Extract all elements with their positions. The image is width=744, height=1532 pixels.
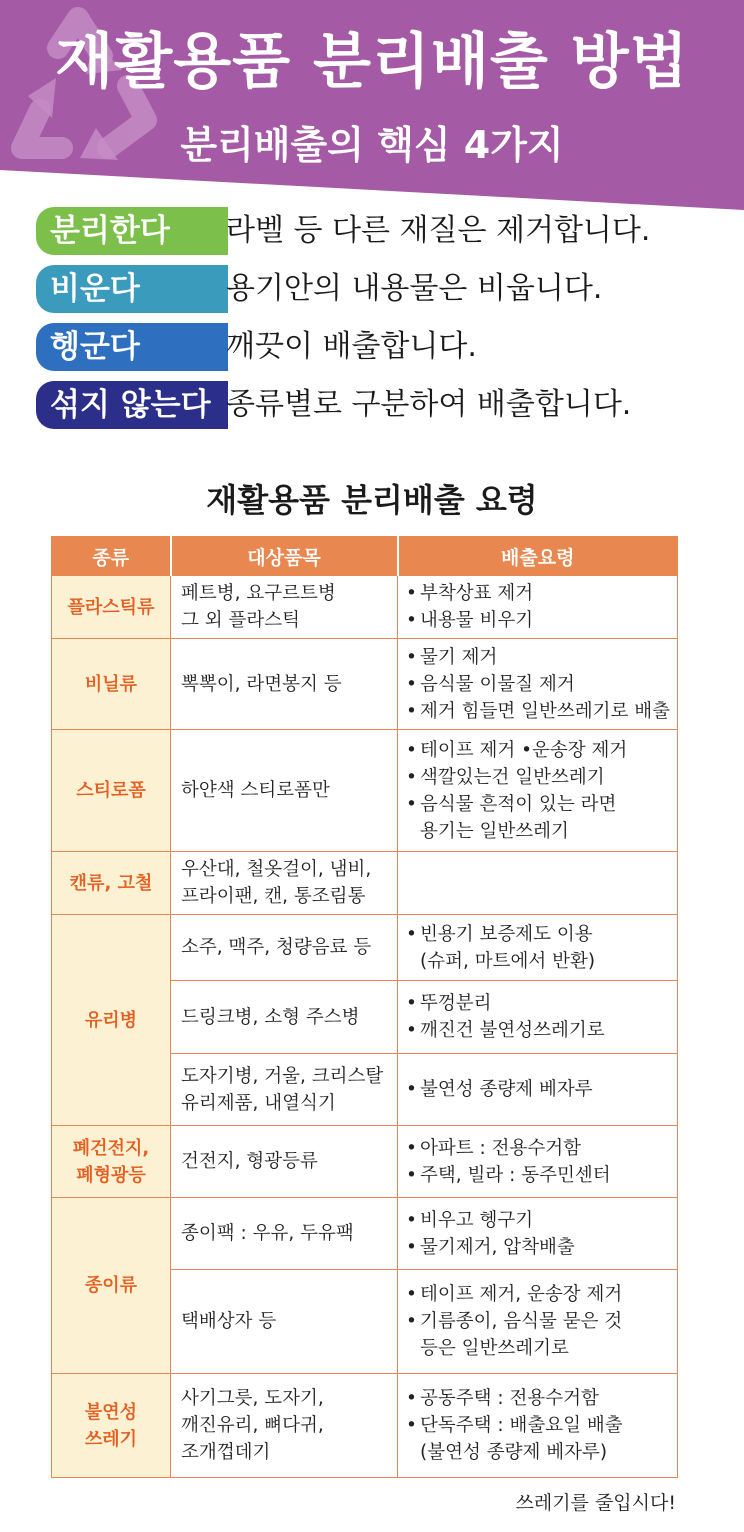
items-cell: 건전지, 형광등류 — [171, 1126, 398, 1198]
point-tag: 섞지 않는다 — [36, 381, 228, 429]
category-cell: 비닐류 — [52, 639, 171, 730]
page-subtitle: 분리배출의 핵심 4가지 — [180, 123, 564, 167]
items-cell: 페트병, 요구르트병 그 외 플라스틱 — [171, 576, 398, 639]
method-cell: • 공동주택 : 전용수거함 • 단독주택 : 배출요일 배출 (불연성 종량제 베자루) — [398, 1374, 678, 1478]
items-cell: 하얀색 스티로폼만 — [171, 730, 398, 852]
point-no-mix — [36, 381, 716, 429]
items-cell: 택배상자 등 — [171, 1270, 398, 1374]
category-cell: 플라스틱류 — [52, 576, 171, 639]
items-cell: 종이팩 : 우유, 두유팩 — [171, 1198, 398, 1270]
table-row — [52, 852, 678, 915]
items-cell: 사기그릇, 도자기, 깨진유리, 뼈다귀, 조개껍데기 — [171, 1374, 398, 1478]
category-cell: 불연성 쓰레기 — [52, 1374, 171, 1478]
disposal-table — [51, 536, 678, 1478]
items-cell: 뽁뽁이, 라면봉지 등 — [171, 639, 398, 730]
point-tag: 헹군다 — [36, 323, 228, 371]
page-title: 재활용품 분리배출 방법 — [55, 27, 689, 97]
point-tag: 분리한다 — [36, 207, 228, 255]
section-title: 재활용품 분리배출 요령 — [206, 481, 538, 519]
footer-slogan: 쓰레기를 줄입시다! — [515, 1492, 676, 1514]
point-description: 종류별로 구분하여 배출합니다. — [226, 387, 632, 422]
point-separate — [36, 207, 716, 255]
category-cell: 종이류 — [52, 1198, 171, 1374]
method-cell: • 테이프 제거, 운송장 제거 • 기름종이, 음식물 묻은 것 등은 일반쓰레기로 — [398, 1270, 678, 1374]
table-row — [52, 639, 678, 730]
category-cell: 유리병 — [52, 915, 171, 1126]
point-description: 용기안의 내용물은 비웁니다. — [226, 271, 603, 306]
table-row — [52, 1198, 678, 1270]
method-cell: • 빈용기 보증제도 이용 (슈퍼, 마트에서 반환) — [398, 915, 678, 981]
table-row — [52, 1374, 678, 1478]
table-header-row — [52, 537, 678, 576]
method-cell: • 뚜껑분리 • 깨진건 불연성쓰레기로 — [398, 981, 678, 1054]
point-description: 깨끗이 배출합니다. — [226, 329, 477, 364]
table-row — [52, 576, 678, 639]
method-cell: • 아파트 : 전용수거함 • 주택, 빌라 : 동주민센터 — [398, 1126, 678, 1198]
table-row — [52, 730, 678, 852]
point-tag: 비운다 — [36, 265, 228, 313]
header-banner — [0, 0, 744, 220]
items-cell: 드링크병, 소형 주스병 — [171, 981, 398, 1054]
table-row — [52, 915, 678, 981]
method-cell: • 테이프 제거 •운송장 제거 • 색깔있는건 일반쓰레기 • 음식물 흔적이 있는 라면 용기는 일반쓰레기 — [398, 730, 678, 852]
method-cell: • 부착상표 제거 • 내용물 비우기 — [398, 576, 678, 639]
method-cell: • 비우고 헹구기 • 물기제거, 압착배출 — [398, 1198, 678, 1270]
table-row — [52, 1126, 678, 1198]
method-cell: • 물기 제거 • 음식물 이물질 제거 • 제거 힘들면 일반쓰레기로 배출 — [398, 639, 678, 730]
items-cell: 소주, 맥주, 청량음료 등 — [171, 915, 398, 981]
method-cell: • 불연성 종량제 베자루 — [398, 1054, 678, 1126]
point-rinse — [36, 323, 716, 371]
header-method: 배출요령 — [398, 537, 678, 576]
items-cell: 우산대, 철옷걸이, 냄비, 프라이팬, 캔, 통조림통 — [171, 852, 398, 915]
header-items: 대상품목 — [171, 537, 398, 576]
header-category: 종류 — [52, 537, 171, 576]
method-cell — [398, 852, 678, 915]
category-cell: 폐건전지, 폐형광등 — [52, 1126, 171, 1198]
point-empty — [36, 265, 716, 313]
category-cell: 스티로폼 — [52, 730, 171, 852]
items-cell: 도자기병, 거울, 크리스탈 유리제품, 내열식기 — [171, 1054, 398, 1126]
point-description: 라벨 등 다른 재질은 제거합니다. — [226, 213, 651, 248]
category-cell: 캔류, 고철 — [52, 852, 171, 915]
